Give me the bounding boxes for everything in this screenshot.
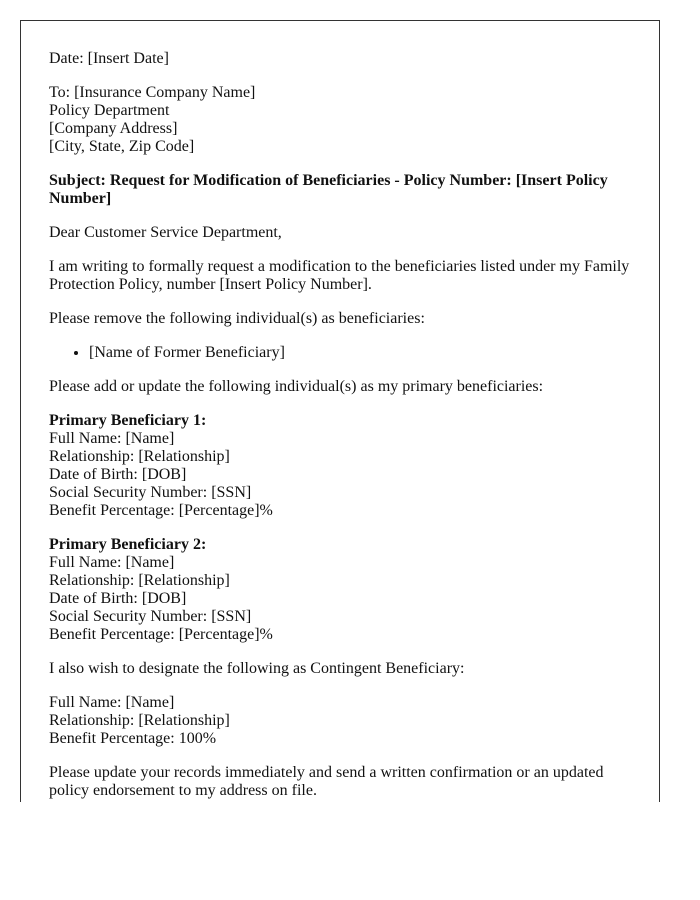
- primary-beneficiary-2-percentage: Benefit Percentage: [Percentage]%: [49, 626, 273, 643]
- remove-list: [49, 344, 631, 362]
- recipient-address-block: [49, 84, 631, 156]
- primary-beneficiary-1-dob: Date of Birth: [DOB]: [49, 466, 187, 483]
- letter-container: [20, 20, 660, 802]
- recipient-city-state-zip: [City, State, Zip Code]: [49, 138, 195, 155]
- remove-intro: Please remove the following individual(s) as beneficiaries:: [49, 310, 425, 327]
- recipient-company: To: [Insurance Company Name]: [49, 84, 256, 101]
- list-item-former-beneficiary: • [Name of Former Beneficiary]: [89, 344, 631, 362]
- add-intro: Please add or update the following individual(s) as my primary beneficiaries:: [49, 378, 544, 395]
- primary-beneficiary-2-name: Full Name: [Name]: [49, 554, 175, 571]
- contingent-beneficiary-name: Full Name: [Name]: [49, 694, 175, 711]
- primary-beneficiary-1-percentage: Benefit Percentage: [Percentage]%: [49, 502, 273, 519]
- contingent-beneficiary-relationship: Relationship: [Relationship]: [49, 712, 230, 729]
- recipient-department: Policy Department: [49, 102, 170, 119]
- primary-beneficiary-2: [49, 536, 631, 644]
- primary-beneficiary-2-ssn: Social Security Number: [SSN]: [49, 608, 252, 625]
- closing-request: Please update your records immediately and send a written confirmation or an updated policy endorsement to my address on file.: [49, 764, 604, 799]
- salutation: Dear Customer Service Department,: [49, 224, 282, 241]
- contingent-beneficiary-percentage: Benefit Percentage: 100%: [49, 730, 217, 747]
- contingent-beneficiary: [49, 694, 631, 748]
- primary-beneficiary-2-relationship: Relationship: [Relationship]: [49, 572, 230, 589]
- primary-beneficiary-1: [49, 412, 631, 520]
- primary-beneficiary-1-heading: Primary Beneficiary 1:: [49, 412, 207, 429]
- contingent-intro: I also wish to designate the following as Contingent Beneficiary:: [49, 660, 465, 677]
- primary-beneficiary-1-name: Full Name: [Name]: [49, 430, 175, 447]
- letter-date: Date: [Insert Date]: [49, 50, 169, 67]
- primary-beneficiary-2-heading: Primary Beneficiary 2:: [49, 536, 207, 553]
- subject-line: Subject: Request for Modification of Beneficiaries - Policy Number: [Insert Policy Number]: [49, 172, 608, 207]
- intro-paragraph: I am writing to formally request a modification to the beneficiaries listed under my Family Protection Policy, number [Insert Policy Number].: [49, 258, 630, 293]
- recipient-address: [Company Address]: [49, 120, 178, 137]
- primary-beneficiary-2-dob: Date of Birth: [DOB]: [49, 590, 187, 607]
- primary-beneficiary-1-relationship: Relationship: [Relationship]: [49, 448, 230, 465]
- primary-beneficiary-1-ssn: Social Security Number: [SSN]: [49, 484, 252, 501]
